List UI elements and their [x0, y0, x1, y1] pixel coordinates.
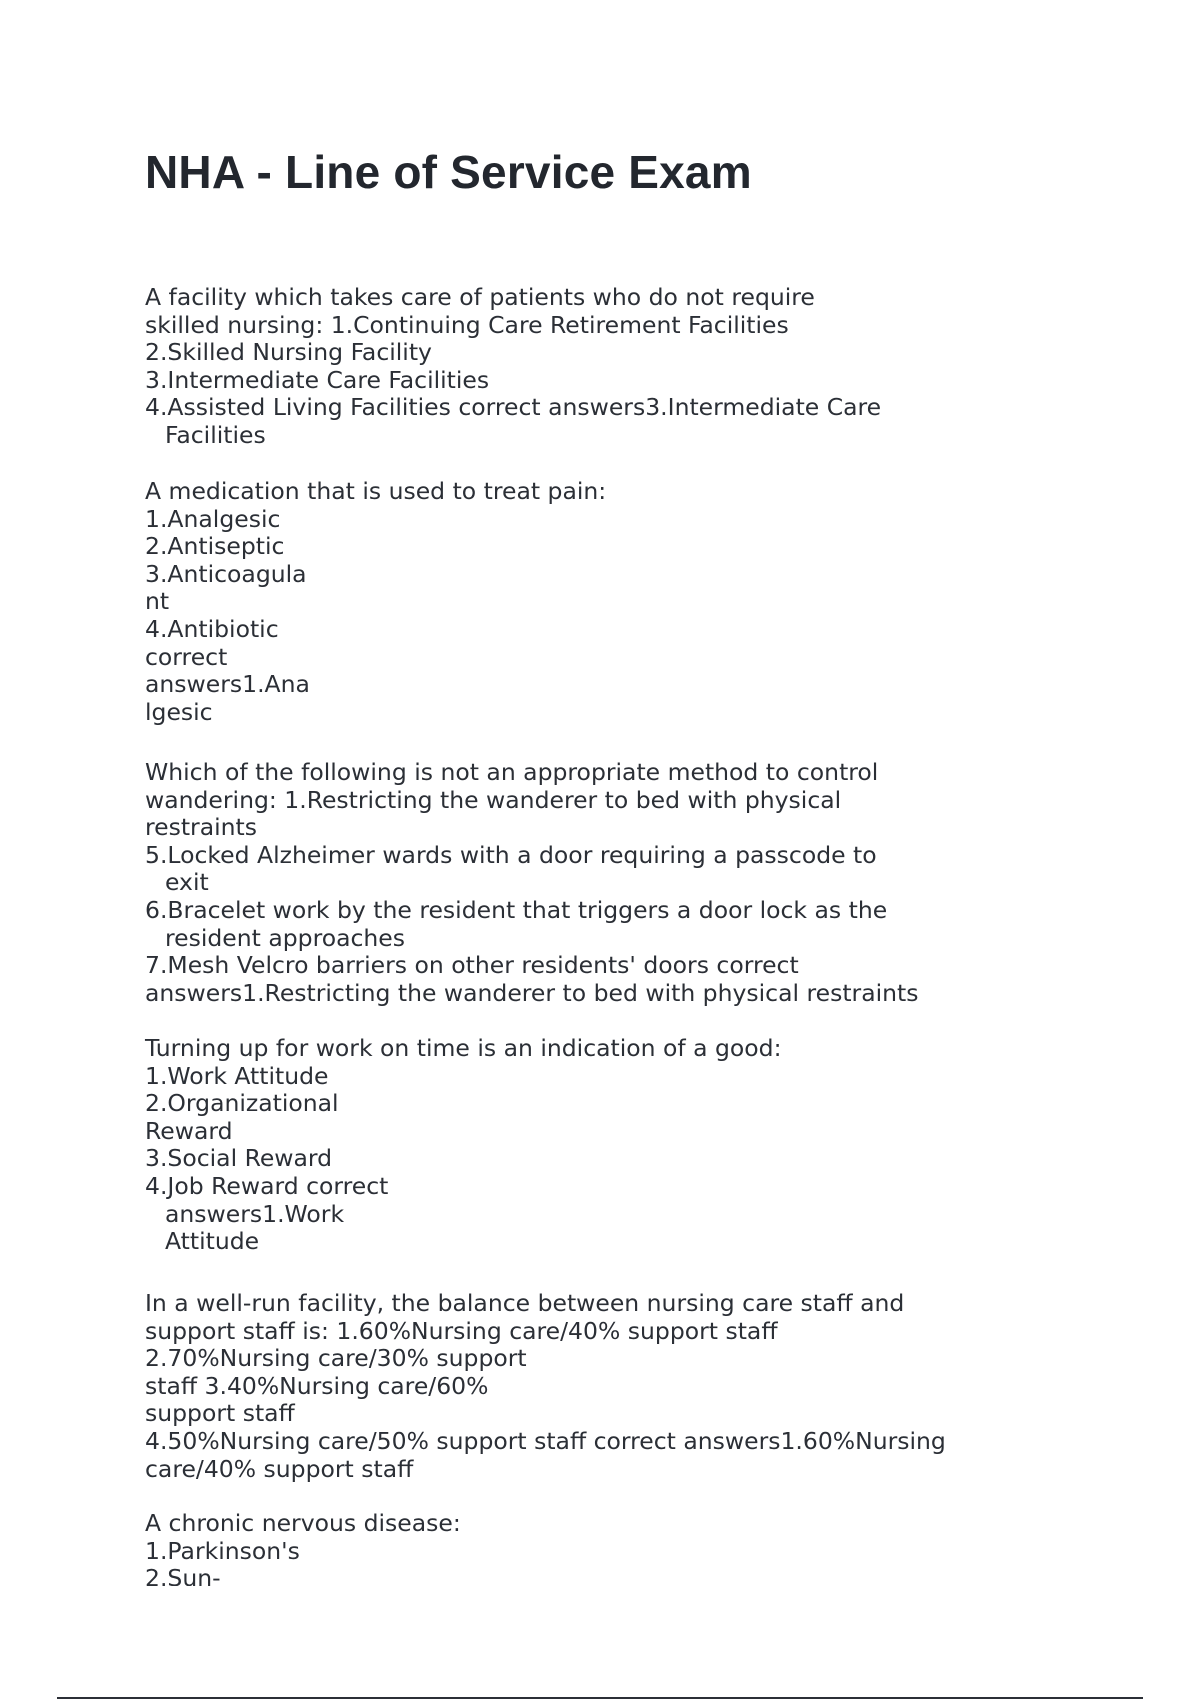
text-line: care/40% support staff	[145, 1454, 414, 1483]
text-line: Turning up for work on time is an indication of a good:	[145, 1034, 782, 1062]
text-line: 7.Mesh Velcro barriers on other residents' doors correct	[145, 951, 799, 980]
text-line: support staff	[145, 1399, 295, 1428]
text-line: A facility which takes care of patients who do not require	[145, 283, 815, 311]
text-line: In a well-run facility, the balance between nursing care staff and	[145, 1289, 905, 1317]
text-line: Which of the following is not an appropriate method to control	[145, 758, 879, 786]
question-block	[145, 284, 985, 450]
question-block	[145, 1510, 985, 1586]
text-line: wandering: 1.Restricting the wanderer to bed with physical	[145, 785, 842, 814]
text-line: 4.Job Reward correct	[145, 1171, 389, 1200]
question-block	[145, 759, 985, 1007]
text-line: 1.Work Attitude	[145, 1061, 329, 1090]
text-line: correct	[145, 642, 228, 671]
text-line: Facilities	[165, 420, 266, 449]
text-line: lgesic	[145, 697, 213, 726]
text-line: resident approaches	[165, 923, 406, 952]
text-line: 2.Organizational	[145, 1089, 339, 1118]
text-line: restraints	[145, 813, 258, 842]
text-line: 2.70%Nursing care/30% support	[145, 1344, 527, 1373]
text-line: 2.Skilled Nursing Facility	[145, 338, 432, 367]
text-line: exit	[165, 868, 209, 897]
question-block	[145, 1290, 985, 1483]
text-line: Attitude	[165, 1227, 260, 1256]
question-block	[145, 478, 985, 726]
text-line: 2.Antiseptic	[145, 532, 285, 561]
text-line: Reward	[145, 1116, 233, 1145]
text-line: staff 3.40%Nursing care/60%	[145, 1371, 489, 1400]
question-block	[145, 1035, 985, 1256]
text-line: answers1.Restricting the wanderer to bed with physical restraints	[145, 978, 919, 1007]
text-line: 4.Assisted Living Facilities correct answers3.Intermediate Care	[145, 393, 882, 422]
text-line: 1.Analgesic	[145, 504, 281, 533]
text-line: nt	[145, 587, 170, 616]
page-divider	[57, 1697, 1143, 1699]
text-line: support staff is: 1.60%Nursing care/40% support staff	[145, 1316, 778, 1345]
text-line: 4.50%Nursing care/50% support staff correct answers1.60%Nursing	[145, 1426, 946, 1455]
text-line: 1.Parkinson's	[145, 1536, 300, 1565]
text-line: A chronic nervous disease:	[145, 1510, 461, 1537]
text-line: answers1.Work	[165, 1199, 345, 1228]
text-line: 3.Social Reward	[145, 1144, 333, 1173]
text-line: 4.Antibiotic	[145, 614, 279, 643]
text-line: 6.Bracelet work by the resident that triggers a door lock as the	[145, 895, 888, 924]
text-line: skilled nursing: 1.Continuing Care Retirement Facilities	[145, 310, 789, 339]
text-line: 5.Locked Alzheimer wards with a door requiring a passcode to	[145, 840, 877, 869]
text-line: A medication that is used to treat pain:	[145, 477, 607, 505]
text-line: answers1.Ana	[145, 670, 310, 699]
text-line: 3.Intermediate Care Facilities	[145, 365, 490, 394]
text-line: 3.Anticoagula	[145, 559, 307, 588]
page-title: NHA - Line of Service Exam	[145, 146, 752, 198]
text-line: 2.Sun-	[145, 1564, 221, 1586]
